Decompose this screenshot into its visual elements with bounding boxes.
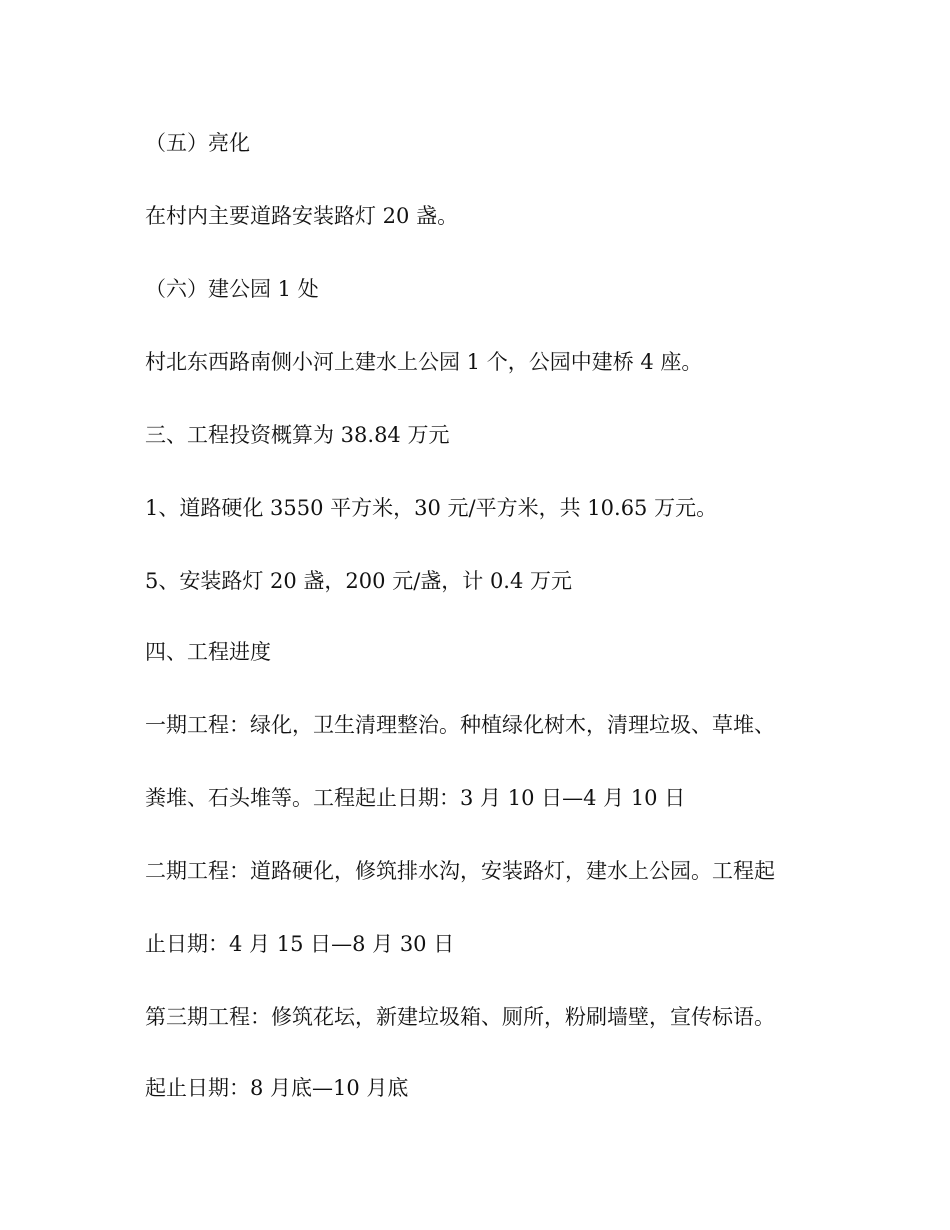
phase-three-line-2: 起止日期：8 月底—10 月底	[145, 1076, 409, 1100]
section-heading-lighting: （五）亮化	[145, 131, 250, 155]
investment-item-road: 1、道路硬化 3550 平方米，30 元/平方米，共 10.65 万元。	[145, 496, 718, 520]
phase-two-line-2: 止日期：4 月 15 日—8 月 30 日	[145, 932, 455, 956]
phase-one-line-1: 一期工程：绿化，卫生清理整治。种植绿化树木，清理垃圾、草堆、	[145, 713, 775, 737]
investment-item-lights: 5、安装路灯 20 盏，200 元/盏，计 0.4 万元	[145, 569, 573, 593]
park-paragraph: 村北东西路南侧小河上建水上公园 1 个，公园中建桥 4 座。	[145, 350, 703, 374]
phase-one-line-2: 粪堆、石头堆等。工程起止日期：3 月 10 日—4 月 10 日	[145, 786, 686, 810]
phase-three-line-1: 第三期工程：修筑花坛，新建垃圾箱、厕所，粉刷墙壁，宣传标语。	[145, 1005, 775, 1029]
phase-two-line-1: 二期工程：道路硬化，修筑排水沟，安装路灯，建水上公园。工程起	[145, 859, 775, 883]
section-heading-park: （六）建公园 1 处	[145, 277, 319, 301]
section-heading-progress: 四、工程进度	[145, 640, 271, 664]
section-heading-investment: 三、工程投资概算为 38.84 万元	[145, 423, 450, 447]
lighting-paragraph: 在村内主要道路安装路灯 20 盏。	[145, 204, 459, 228]
